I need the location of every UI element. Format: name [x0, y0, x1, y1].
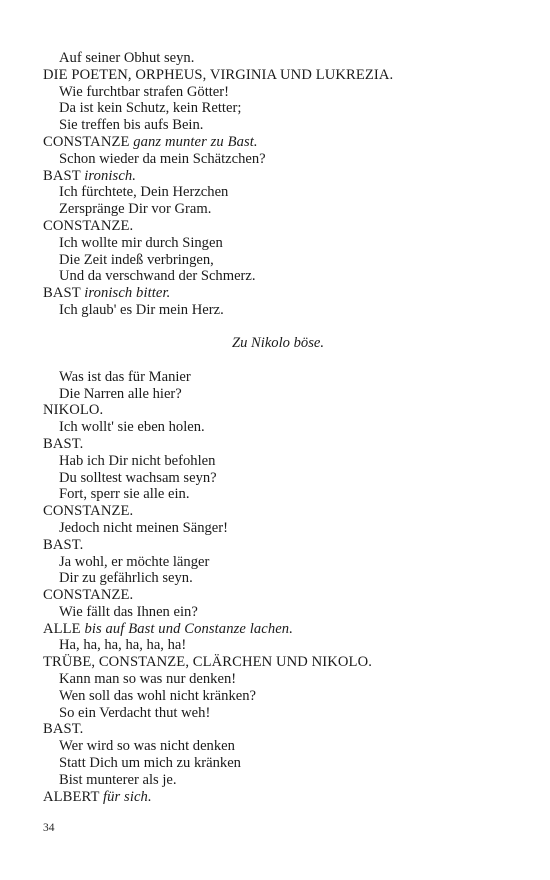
verse-line [43, 184, 513, 201]
speaker-name: NIKOLO. [43, 402, 104, 419]
verse-line [43, 50, 513, 67]
verse-text: Auf seiner Obhut seyn. [59, 50, 195, 66]
stage-direction-inline: ironisch bitter. [84, 285, 171, 302]
verse-line [43, 117, 513, 134]
verse-line [43, 772, 513, 789]
stage-direction-inline: bis auf Bast und Constanze lachen. [84, 620, 293, 637]
verse-line [43, 386, 513, 403]
speaker-name: BAST [43, 285, 81, 302]
verse-text: Wer wird so was nicht denken [59, 738, 235, 755]
verse-line [43, 554, 513, 571]
verse-line [43, 637, 513, 654]
speaker-line [43, 621, 513, 638]
verse-text: Kann man so was nur denken! [59, 671, 237, 688]
speaker-line [43, 503, 513, 520]
speaker-name: CONSTANZE. [43, 503, 134, 520]
stage-direction-inline: ganz munter zu Bast. [133, 133, 258, 150]
speaker-name: CONSTANZE. [43, 217, 134, 234]
speaker-name: ALLE [43, 620, 81, 637]
speaker-name: TRÜBE, CONSTANZE, CLÄRCHEN UND NIKOLO. [43, 654, 372, 671]
verse-text: Bist munterer als je. [59, 771, 177, 788]
speaker-line [43, 654, 513, 671]
dialogue-section-before [43, 50, 513, 319]
speaker-line [43, 168, 513, 185]
speaker-line [43, 537, 513, 554]
speaker-line [43, 285, 513, 302]
verse-text: Wen soll das wohl nicht kränken? [59, 687, 257, 704]
verse-text: Sie treffen bis aufs Bein. [59, 117, 204, 134]
speaker-line [43, 134, 513, 151]
verse-text: Jedoch nicht meinen Sänger! [59, 519, 228, 536]
verse-text: Ich glaub' es Dir mein Herz. [59, 301, 224, 318]
verse-line [43, 100, 513, 117]
verse-line [43, 235, 513, 252]
speaker-line [43, 436, 513, 453]
speaker-name: BAST. [43, 435, 84, 452]
verse-text: So ein Verdacht thut weh! [59, 704, 211, 721]
verse-line [43, 755, 513, 772]
speaker-line [43, 218, 513, 235]
verse-text: Was ist das für Manier [59, 368, 191, 385]
dialogue-section-after [43, 369, 513, 806]
verse-line [43, 268, 513, 285]
verse-line [43, 470, 513, 487]
verse-text: Die Narren alle hier? [59, 385, 182, 402]
stage-direction: Zu Nikolo böse. [231, 335, 325, 352]
verse-line [43, 369, 513, 386]
speaker-name: ALBERT [43, 788, 100, 805]
speaker-name: DIE POETEN, ORPHEUS, VIRGINIA UND LUKREZIA. [43, 66, 394, 83]
verse-text: Da ist kein Schutz, kein Retter; [59, 100, 242, 117]
verse-text: Du solltest wachsam seyn? [59, 469, 217, 486]
verse-text: Ich wollt' sie eben holen. [59, 419, 205, 436]
verse-line [43, 419, 513, 436]
verse-text: Und da verschwand der Schmerz. [59, 268, 256, 285]
speaker-line [43, 721, 513, 738]
verse-text: Wie fällt das Ihnen ein? [59, 603, 198, 620]
speaker-name: BAST. [43, 536, 84, 553]
verse-line [43, 520, 513, 537]
verse-line [43, 570, 513, 587]
verse-line [43, 302, 513, 319]
verse-text: Fort, sperr sie alle ein. [59, 486, 190, 503]
verse-line [43, 486, 513, 503]
verse-text: Ich wollte mir durch Singen [59, 234, 223, 251]
speaker-line [43, 789, 513, 806]
verse-text: Ha, ha, ha, ha, ha, ha! [59, 637, 187, 654]
verse-text: Hab ich Dir nicht befohlen [59, 452, 216, 469]
page-number: 34 [43, 822, 55, 834]
play-text [43, 50, 513, 805]
verse-line [43, 688, 513, 705]
verse-text: Statt Dich um mich zu kränken [59, 755, 241, 772]
verse-text: Zerspränge Dir vor Gram. [59, 201, 212, 218]
speaker-name: BAST [43, 167, 81, 184]
verse-line [43, 453, 513, 470]
speaker-name: CONSTANZE [43, 133, 130, 150]
verse-line [43, 84, 513, 101]
verse-line [43, 738, 513, 755]
speaker-name: BAST. [43, 721, 84, 738]
verse-text: Dir zu gefährlich seyn. [59, 570, 193, 587]
verse-text: Ja wohl, er möchte länger [59, 553, 210, 570]
speaker-name: CONSTANZE. [43, 587, 134, 604]
speaker-line [43, 587, 513, 604]
verse-line [43, 252, 513, 269]
verse-line [43, 705, 513, 722]
verse-line [43, 151, 513, 168]
verse-text: Die Zeit indeß verbringen, [59, 251, 214, 268]
verse-line [43, 201, 513, 218]
verse-line [43, 604, 513, 621]
speaker-line [43, 402, 513, 419]
verse-line [43, 671, 513, 688]
speaker-line [43, 67, 513, 84]
stage-direction-inline: für sich. [102, 788, 152, 805]
stage-direction-inline: ironisch. [84, 167, 137, 184]
verse-text: Ich fürchtete, Dein Herzchen [59, 184, 229, 201]
verse-text: Wie furchtbar strafen Götter! [59, 83, 229, 100]
verse-text: Schon wieder da mein Schätzchen? [59, 150, 266, 167]
